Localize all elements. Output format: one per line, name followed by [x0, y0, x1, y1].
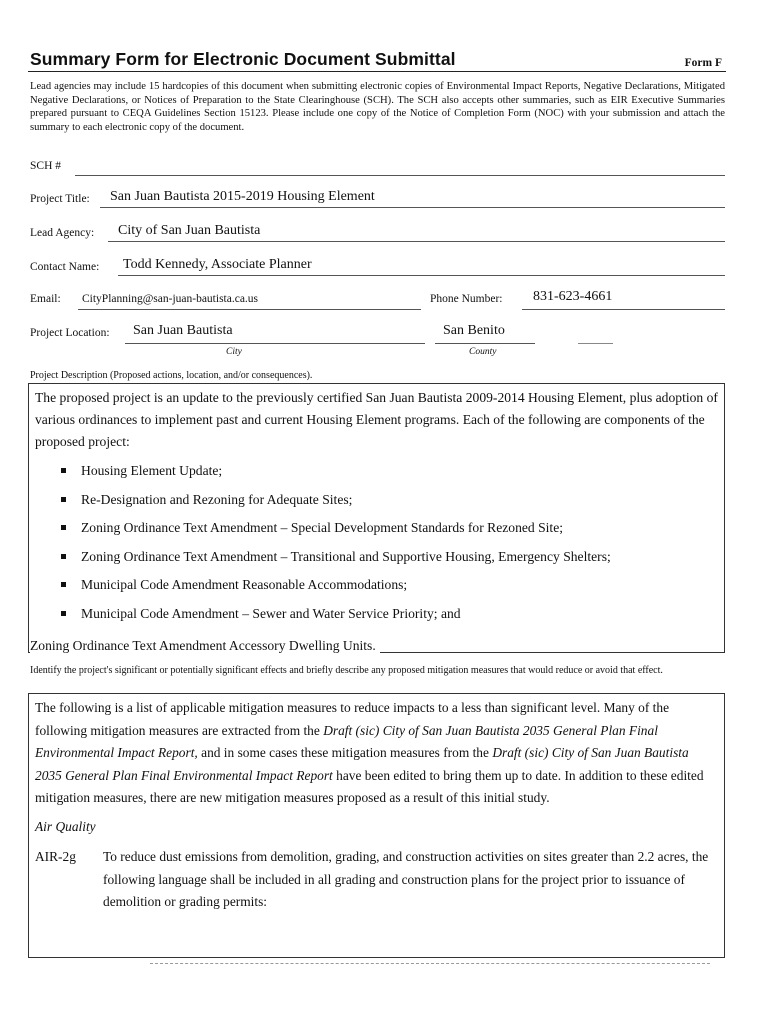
- project-title-label: Project Title:: [30, 193, 90, 205]
- contact-name-field[interactable]: Todd Kennedy, Associate Planner: [123, 257, 312, 272]
- city-line: [125, 343, 425, 344]
- list-item: Housing Element Update;: [61, 457, 718, 486]
- form-title: Summary Form for Electronic Document Submittal: [30, 49, 456, 69]
- location-extra-line: [578, 343, 613, 344]
- bullet-icon: [61, 468, 66, 473]
- mitigation-box[interactable]: [28, 693, 725, 958]
- bullet-icon: [61, 582, 66, 587]
- instructions-text: Lead agencies may include 15 hardcopies of this document when submitting electronic copies of Environmental Impact Reports, Negative Declarations, Mitigated Negative Declarations, or Notices of Preparation to the State Clearinghouse (SCH). The SCH also accepts other summaries, such as EIR Executive Summaries prepared pursuant to CEQA Guidelines Section 15123. Please include one copy of the Notice of Completion Form (NOC) with your submission and attach the summary to each electronic copy of the document.: [30, 81, 725, 133]
- phone-label: Phone Number:: [430, 293, 503, 305]
- county-field[interactable]: San Benito: [443, 323, 505, 338]
- title-rule: [28, 71, 726, 72]
- list-item: Zoning Ordinance Text Amendment – Transitional and Supportive Housing, Emergency Shelters;: [61, 543, 718, 572]
- county-line: [435, 343, 535, 344]
- county-caption: County: [469, 347, 497, 357]
- bullet-icon: [61, 525, 66, 530]
- lead-agency-line: [108, 241, 725, 242]
- sch-label: SCH #: [30, 160, 61, 172]
- contact-name-label: Contact Name:: [30, 261, 100, 273]
- list-item: Re-Designation and Rezoning for Adequate Sites;: [61, 486, 718, 515]
- email-label: Email:: [30, 293, 61, 305]
- measure-code: AIR-2g: [35, 849, 76, 864]
- mitigation-intro: The following is a list of applicable mitigation measures to reduce impacts to a less than significant level. Many of the following mitigation measures are extracted from the Draft (sic) City of San Juan Bautista 2035 General Plan Final Environmental Impact Report, and in some cases these mitigation measures from the Draft (sic) City of San Juan Bautista 2035 General Plan Final Environmental Impact Report have been edited to bring them up to date. In addition to these edited mitigation measures, there are new mitigation measures proposed as a result of this initial study.: [35, 700, 704, 805]
- project-description-intro: The proposed project is an update to the previously certified San Juan Bautista 2009-2014 Housing Element, plus adoption of various ordinances to implement past and current Housing Element programs. Each of the following are components of the proposed project:: [35, 390, 718, 449]
- list-item: Zoning Ordinance Text Amendment – Special Development Standards for Rezoned Site;: [61, 514, 718, 543]
- email-line: [78, 309, 421, 310]
- footer-divider: [150, 963, 710, 964]
- bullet-icon: [61, 611, 66, 616]
- project-components-list: [35, 457, 718, 629]
- bullet-icon: [61, 497, 66, 502]
- city-field[interactable]: San Juan Bautista: [133, 323, 233, 338]
- project-description-label: Project Description (Proposed actions, location, and/or consequences).: [30, 370, 313, 381]
- project-description-box[interactable]: [28, 383, 725, 653]
- project-title-line: [100, 207, 725, 208]
- air-quality-heading: Air Quality: [35, 818, 96, 834]
- list-item: Municipal Code Amendment Reasonable Accommodations;: [61, 571, 718, 600]
- phone-field[interactable]: 831-623-4661: [533, 289, 613, 304]
- mitigation-label: Identify the project's significant or potentially significant effects and briefly describe any proposed mitigation measures that would reduce or avoid that effect.: [30, 665, 663, 676]
- contact-name-line: [118, 275, 725, 276]
- phone-line: [522, 309, 725, 310]
- lead-agency-label: Lead Agency:: [30, 227, 95, 239]
- city-caption: City: [226, 347, 242, 357]
- project-title-field[interactable]: San Juan Bautista 2015-2019 Housing Element: [110, 189, 375, 204]
- lead-agency-field[interactable]: City of San Juan Bautista: [118, 223, 261, 238]
- email-field[interactable]: CityPlanning@san-juan-bautista.ca.us: [82, 293, 259, 305]
- project-location-label: Project Location:: [30, 327, 110, 339]
- sch-field-line: [75, 175, 725, 176]
- mitigation-measure-air-2g: [35, 846, 718, 914]
- project-description-last-line: Zoning Ordinance Text Amendment Accessory Dwelling Units.: [30, 635, 380, 657]
- list-item: Municipal Code Amendment – Sewer and Water Service Priority; and: [61, 600, 718, 629]
- form-id: Form F: [684, 57, 722, 69]
- bullet-icon: [61, 554, 66, 559]
- measure-text: To reduce dust emissions from demolition, grading, and construction activities on sites greater than 2.2 acres, the following language shall be included in all grading and construction plans for the project prior to issuance of demolition or grading permits:: [103, 849, 709, 909]
